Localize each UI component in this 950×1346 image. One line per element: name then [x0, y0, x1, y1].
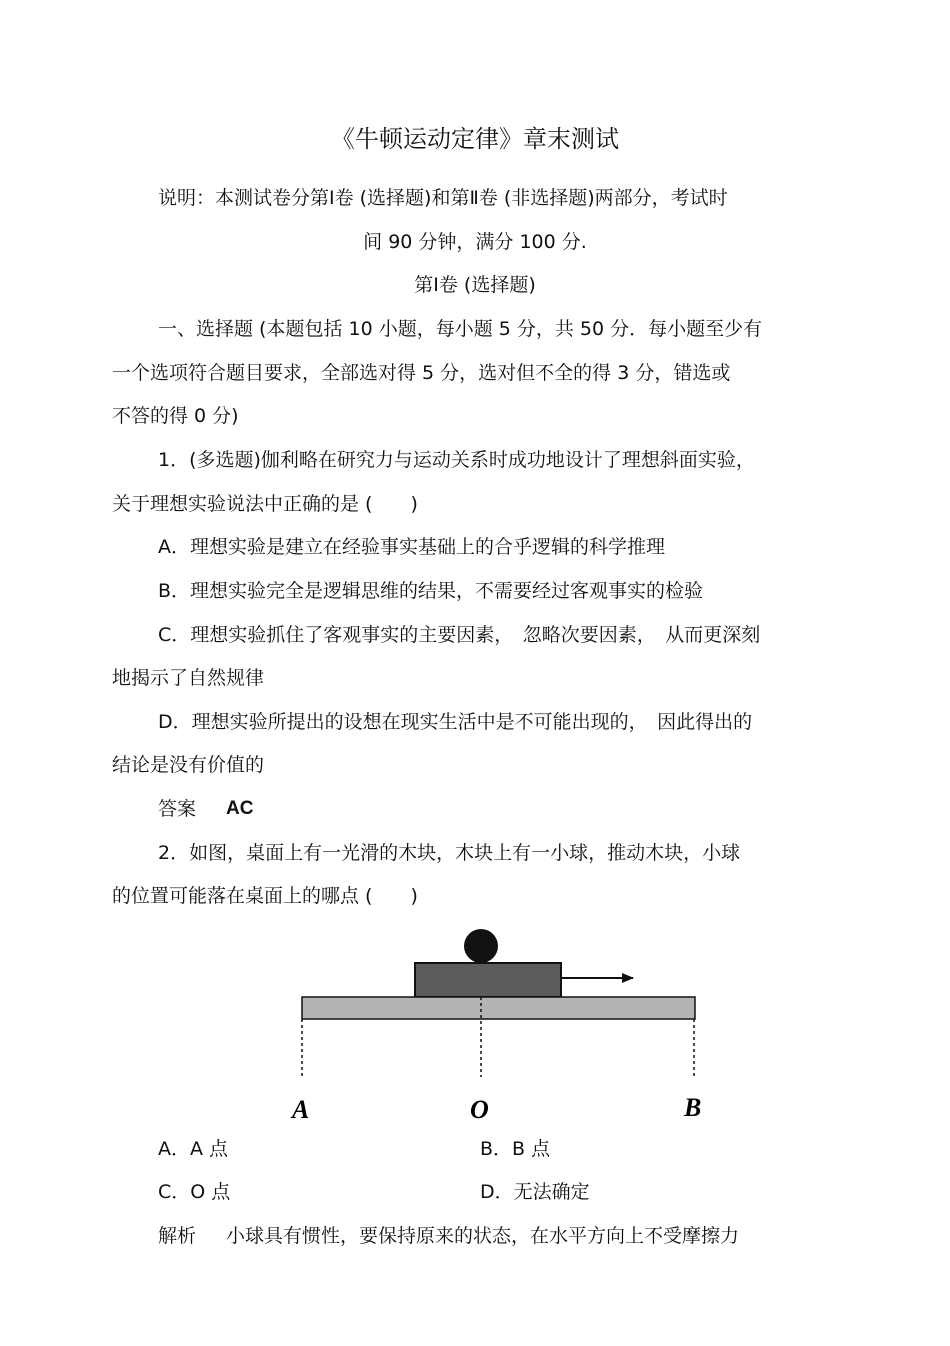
- point-label-a: A: [292, 1095, 310, 1124]
- ball: [464, 929, 498, 963]
- q1-option-a: A．理想实验是建立在经验事实基础上的合乎逻辑的科学推理: [158, 536, 665, 558]
- q2-analysis-text: 小球具有惯性，要保持原来的状态，在水平方向上不受摩擦力: [226, 1225, 740, 1247]
- intro-line-1: 说明：本测试卷分第Ⅰ卷 (选择题)和第Ⅱ卷 (非选择题)两部分，考试时: [158, 187, 728, 209]
- document-title: 《牛顿运动定律》章末测试: [331, 125, 619, 153]
- wooden-block: [415, 963, 561, 997]
- q2-stem-line-1: 2．如图，桌面上有一光滑的木块，木块上有一小球，推动木块，小球: [158, 842, 741, 864]
- q2-analysis-label: 解析: [158, 1225, 197, 1247]
- q2-option-c: C．O 点: [158, 1181, 231, 1203]
- q2-figure: [0, 920, 950, 1140]
- section-title: 第Ⅰ卷 (选择题): [414, 274, 536, 296]
- point-label-b: B: [684, 1093, 702, 1122]
- q1-stem-line-1: 1．(多选题)伽利略在研究力与运动关系时成功地设计了理想斜面实验，: [158, 449, 755, 471]
- q1-answer-value: AC: [226, 798, 254, 819]
- section-desc-line-2: 一个选项符合题目要求，全部选对得 5 分，选对但不全的得 3 分，错选或: [112, 362, 731, 384]
- q2-option-b: B．B 点: [480, 1138, 551, 1160]
- section-desc-line-1: 一、选择题 (本题包括 10 小题，每小题 5 分，共 50 分．每小题至少有: [158, 318, 763, 340]
- q2-option-d: D．无法确定: [480, 1181, 590, 1203]
- q1-option-c-line-1: C．理想实验抓住了客观事实的主要因素， 忽略次要因素， 从而更深刻: [158, 624, 761, 646]
- q1-answer-label: 答案: [158, 798, 197, 820]
- intro-line-2: 间 90 分钟，满分 100 分.: [363, 231, 587, 253]
- q1-option-d-line-2: 结论是没有价值的: [112, 754, 265, 776]
- q2-stem-line-2: 的位置可能落在桌面上的哪点 ( ): [112, 885, 418, 907]
- q1-stem-line-2: 关于理想实验说法中正确的是 ( ): [112, 493, 418, 515]
- q1-option-b: B．理想实验完全是逻辑思维的结果，不需要经过客观事实的检验: [158, 580, 704, 602]
- q2-option-a: A．A 点: [158, 1138, 229, 1160]
- q1-option-d-line-1: D．理想实验所提出的设想在现实生活中是不可能出现的， 因此得出的: [158, 711, 753, 733]
- table-top: [302, 997, 695, 1019]
- section-desc-line-3: 不答的得 0 分): [112, 405, 239, 427]
- point-label-o: O: [470, 1095, 489, 1124]
- q1-option-c-line-2: 地揭示了自然规律: [112, 667, 265, 689]
